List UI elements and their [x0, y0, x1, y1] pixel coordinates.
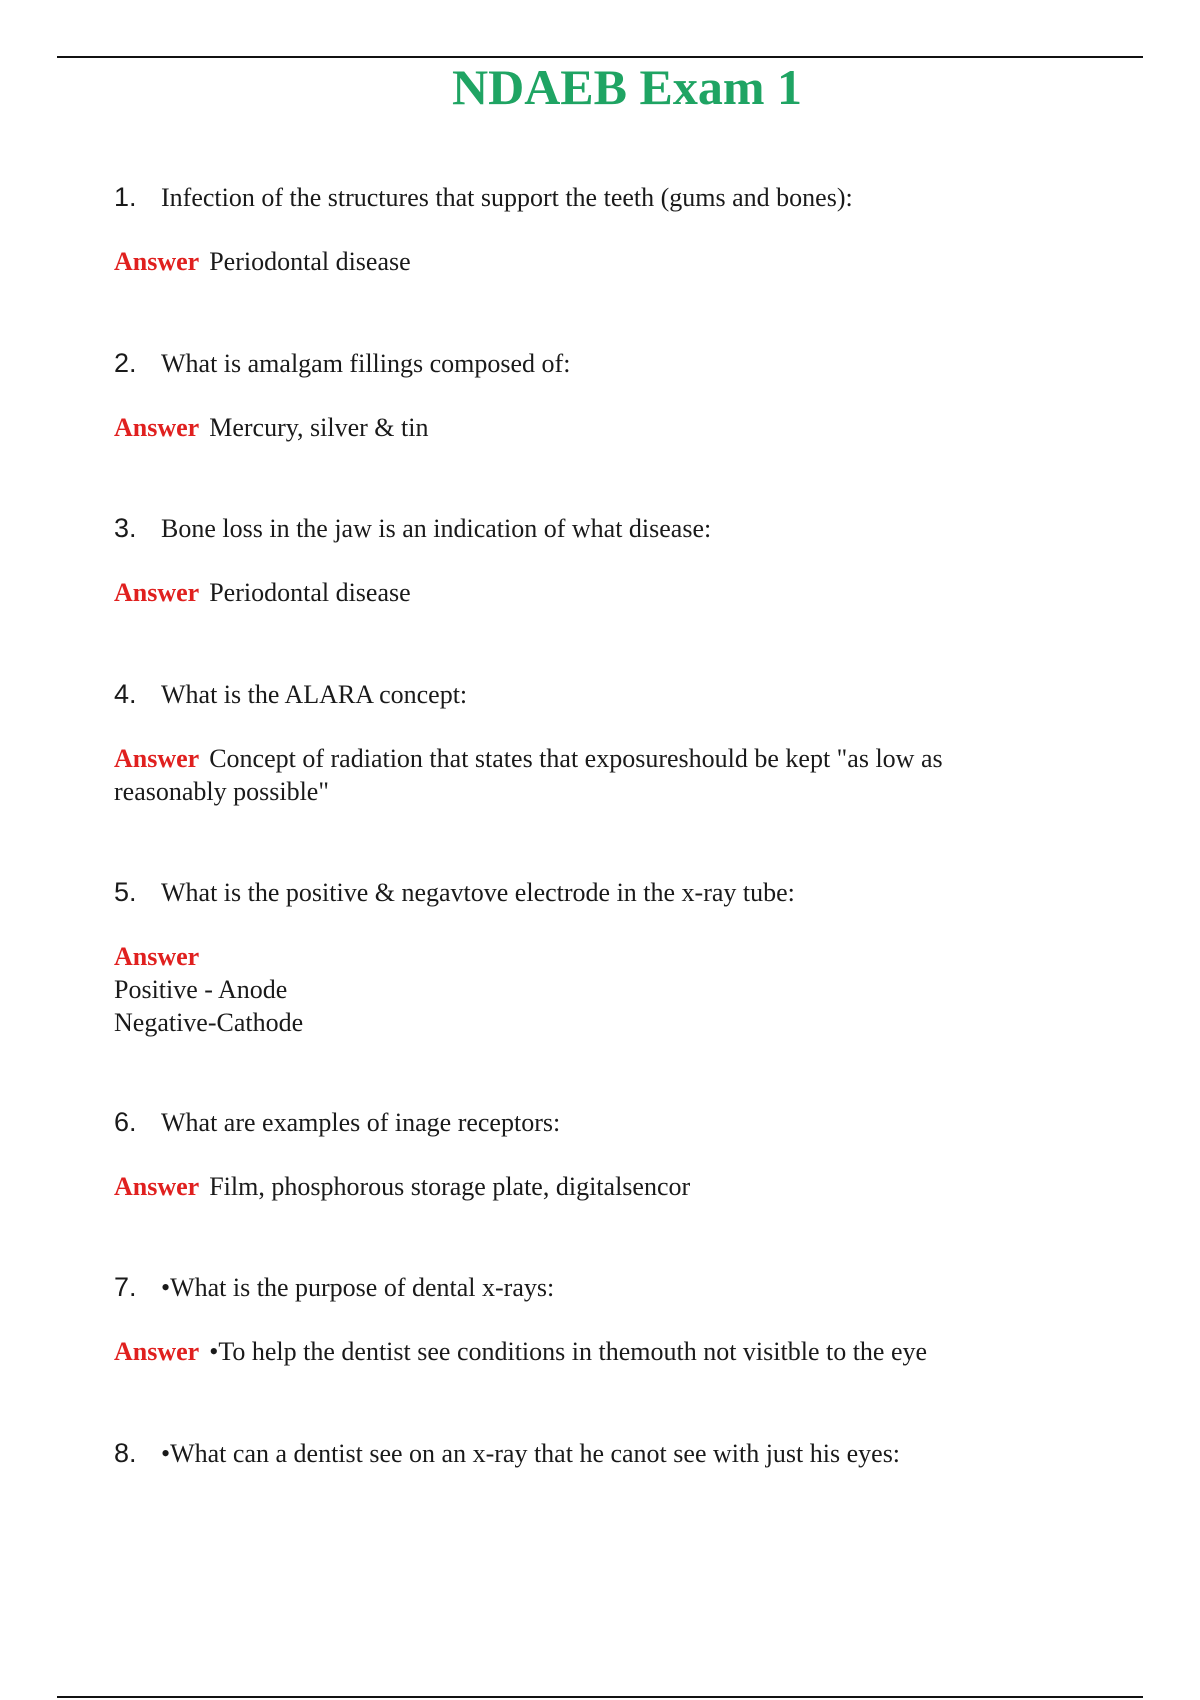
- answer-label: Answer: [114, 1337, 200, 1366]
- question-item-6: [114, 1105, 1054, 1203]
- answer-text: Concept of radiation that states that exposureshould be kept "as low as reasonably possible": [114, 744, 943, 806]
- question: [114, 511, 1054, 546]
- answer-text: Mercury, silver & tin: [209, 413, 429, 442]
- question-number: 3.: [114, 513, 137, 543]
- question-number: 1.: [114, 182, 137, 212]
- question-number: 4.: [114, 679, 137, 709]
- answer-label: Answer: [114, 247, 200, 276]
- question-text: What are examples of inage receptors:: [161, 1108, 561, 1137]
- question-item-8: [114, 1436, 1054, 1471]
- answer-text: Film, phosphorous storage plate, digitalsencor: [209, 1172, 691, 1201]
- question-number: 5.: [114, 877, 137, 907]
- answer: [114, 940, 1054, 1039]
- question-item-3: [114, 511, 1054, 609]
- answer-text: •To help the dentist see conditions in themouth not visitble to the eye: [209, 1337, 928, 1366]
- question-text: What is the ALARA concept:: [161, 680, 468, 709]
- answer: [114, 245, 1054, 278]
- question: [114, 1105, 1054, 1140]
- answer: [114, 576, 1054, 609]
- question: [114, 677, 1054, 712]
- bottom-rule: [57, 1696, 1143, 1698]
- answer: [114, 1335, 1054, 1368]
- question: [114, 875, 1054, 910]
- answer-line: Positive - Anode: [114, 975, 288, 1004]
- question-number: 7.: [114, 1272, 137, 1302]
- question-text: What is the positive & negavtove electrode in the x-ray tube:: [161, 878, 795, 907]
- answer-label: Answer: [114, 942, 200, 971]
- question: [114, 346, 1054, 381]
- answer-label: Answer: [114, 413, 200, 442]
- question-number: 2.: [114, 348, 137, 378]
- question-item-4: [114, 677, 1054, 808]
- question-text: What is amalgam fillings composed of:: [161, 349, 571, 378]
- question-item-5: [114, 875, 1054, 1039]
- question-text: •What can a dentist see on an x-ray that he canot see with just his eyes:: [161, 1439, 901, 1468]
- question-item-2: [114, 346, 1054, 444]
- question-text: •What is the purpose of dental x-rays:: [161, 1273, 555, 1302]
- answer-line: Negative-Cathode: [114, 1008, 304, 1037]
- answer: [114, 742, 1054, 808]
- question: [114, 1270, 1054, 1305]
- answer: [114, 411, 1054, 444]
- question-text: Infection of the structures that support the teeth (gums and bones):: [161, 183, 853, 212]
- answer-label: Answer: [114, 1172, 200, 1201]
- question: [114, 1436, 1054, 1471]
- page-title: NDAEB Exam 1: [451, 59, 803, 115]
- question-text: Bone loss in the jaw is an indication of what disease:: [161, 514, 712, 543]
- question-item-1: [114, 180, 1054, 278]
- question-item-7: [114, 1270, 1054, 1368]
- answer-text: Periodontal disease: [209, 247, 411, 276]
- answer-label: Answer: [114, 578, 200, 607]
- question: [114, 180, 1054, 215]
- question-number: 6.: [114, 1107, 137, 1137]
- answer-label: Answer: [114, 744, 200, 773]
- question-number: 8.: [114, 1438, 137, 1468]
- answer: [114, 1170, 1054, 1203]
- answer-text: Periodontal disease: [209, 578, 411, 607]
